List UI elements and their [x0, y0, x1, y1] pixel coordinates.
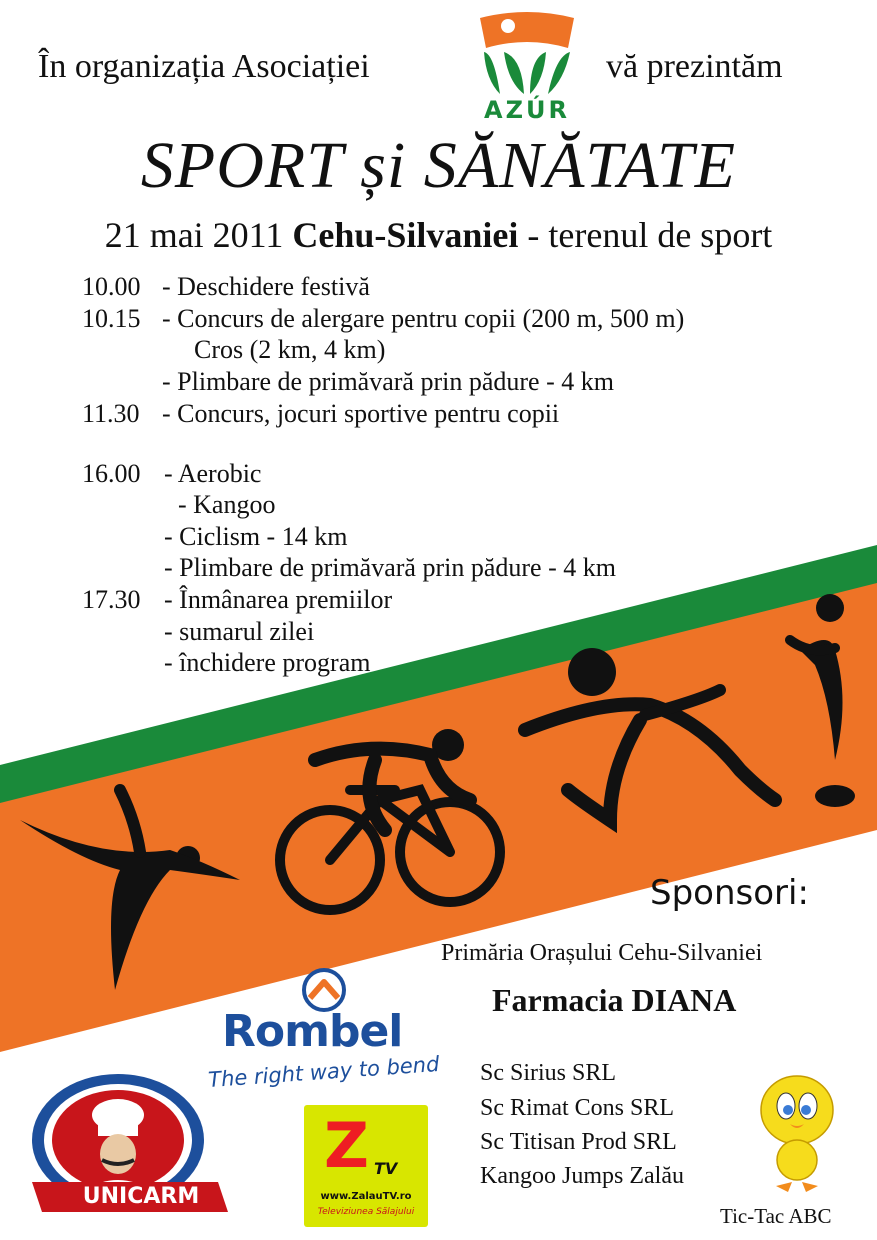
sponsor-farmacia: Farmacia DIANA: [492, 982, 737, 1018]
schedule-row: 10.00 - Deschidere festivă: [82, 272, 370, 301]
rombel-logo: [208, 968, 448, 1108]
schedule-row: 10.15 - Concurs de alergare pentru copii (200 m, 500 m): [82, 304, 685, 333]
sponsor-company: Sc Sirius SRL: [480, 1060, 617, 1086]
rombel-slogan: The right way to bend: [207, 1051, 441, 1093]
event-place: Cehu-Silvaniei: [292, 215, 519, 255]
page-title: SPORT și SĂNĂTATE: [140, 129, 737, 202]
schedule-row: - Kangoo: [178, 490, 276, 519]
sponsor-company: Kangoo Jumps Zalău: [480, 1163, 684, 1189]
zalautv-letter: Z: [324, 1109, 369, 1182]
sponsor-tictac: Tic-Tac ABC: [720, 1204, 832, 1228]
cyclist-icon: [280, 729, 500, 910]
schedule-row: - Ciclism - 14 km: [164, 522, 348, 551]
zalautv-url: www.ZalauTV.ro: [320, 1191, 412, 1202]
unicarm-name: UNICARM: [82, 1184, 200, 1209]
schedule-row: Cros (2 km, 4 km): [194, 335, 386, 364]
header-left-text: În organizația Asociației: [38, 48, 370, 85]
schedule-row: 11.30 - Concurs, jocuri sportive pentru copii: [82, 399, 560, 428]
unicarm-logo: [18, 1070, 232, 1220]
rombel-name: Rombel: [222, 1006, 403, 1057]
header-right-text: vă prezintăm: [606, 48, 783, 85]
event-venue: - terenul de sport: [527, 215, 773, 255]
zalautv-tagline: Televiziunea Sălajului: [317, 1207, 415, 1217]
sponsor-company: Sc Rimat Cons SRL: [480, 1095, 675, 1121]
schedule-row: - Plimbare de primăvară prin pădure - 4 km: [164, 553, 616, 582]
zalautv-small: TV: [374, 1159, 398, 1178]
sponsor-primaria: Primăria Orașului Cehu-Silvaniei: [441, 940, 763, 966]
azur-logo-text: AZÚR: [484, 96, 570, 124]
schedule-row: - sumarul zilei: [164, 617, 315, 646]
runner-icon: [525, 648, 775, 820]
basketball-player-icon: [790, 594, 855, 807]
sponsors-heading: Sponsori:: [650, 873, 809, 913]
schedule-row: 17.30 - Înmânarea premiilor: [82, 585, 393, 614]
zalautv-logo: [304, 1105, 428, 1227]
sponsor-company: Sc Titisan Prod SRL: [480, 1129, 677, 1155]
schedule-row: - Plimbare de primăvară prin pădure - 4 km: [162, 367, 614, 396]
schedule-row: - închidere program: [164, 648, 371, 677]
schedule-row: 16.00 - Aerobic: [82, 459, 262, 488]
tweety-bird-icon: [752, 1068, 842, 1198]
gymnast-icon: [20, 790, 240, 990]
event-date: 21 mai 2011: [104, 215, 284, 255]
